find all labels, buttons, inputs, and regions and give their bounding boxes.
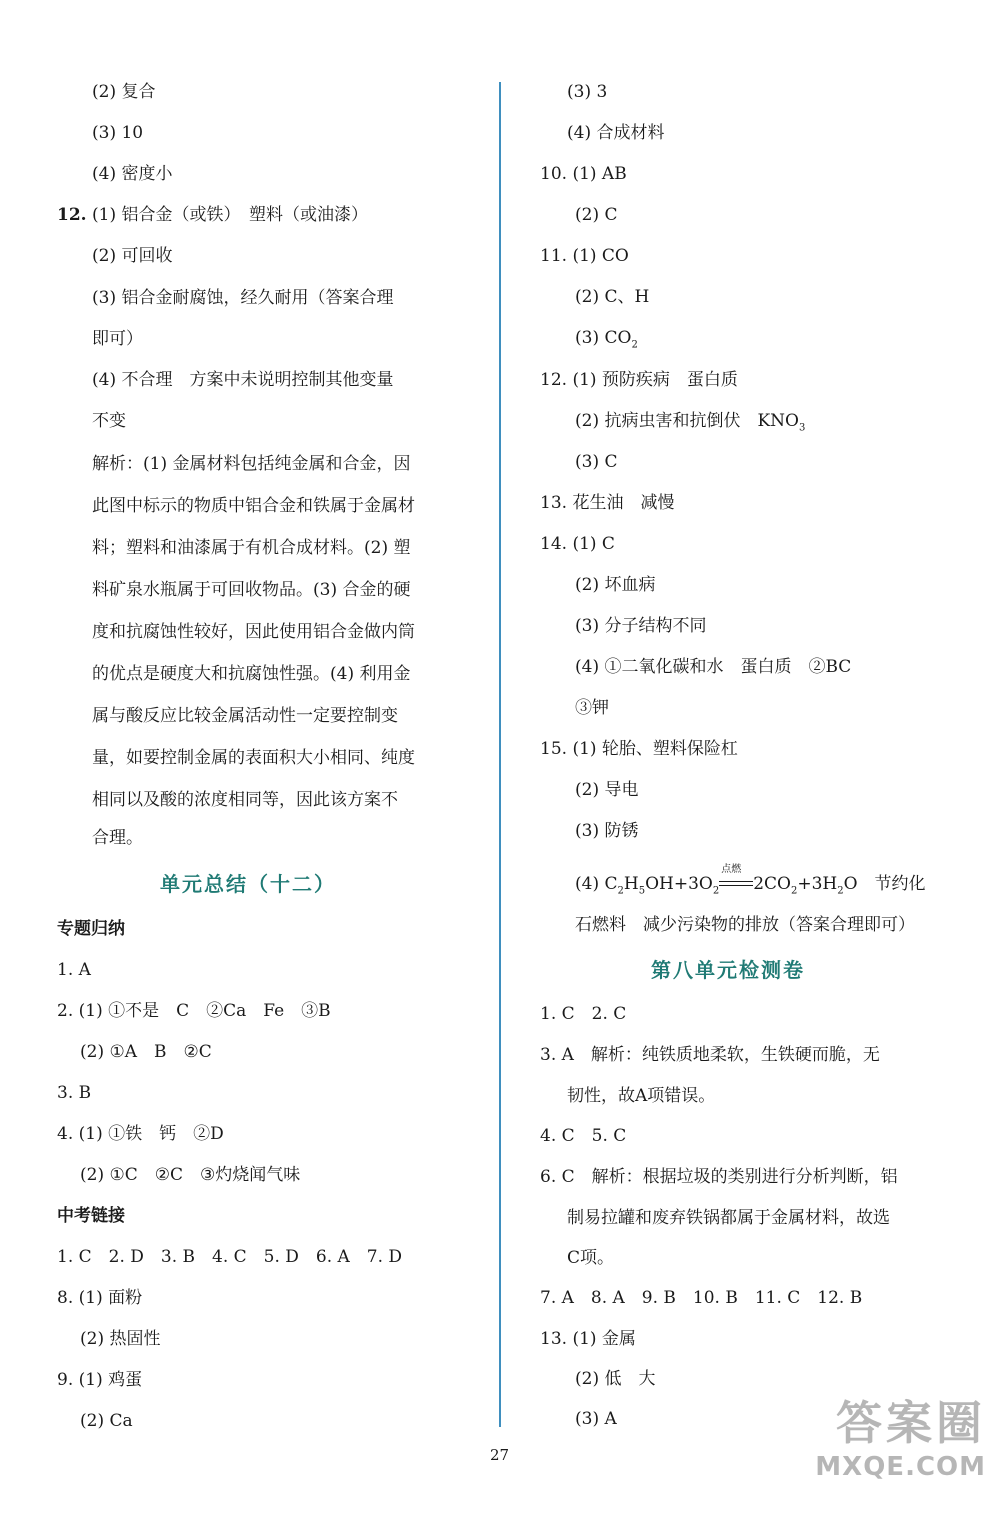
section-title: 单元总结（十二） — [160, 872, 336, 896]
explanation-line: 此图中标示的物质中铝合金和铁属于金属材 — [92, 496, 415, 516]
answer-line: (1) 铝合金（或铁） 塑料（或油漆） — [92, 205, 368, 225]
answer-line: 石燃料 减少污染物的排放（答案合理即可） — [575, 915, 915, 935]
answer-line: (2) 抗病虫害和抗倒伏 $KNO_3$ — [575, 411, 806, 434]
answer-line: 8. (1) 面粉 — [57, 1288, 143, 1308]
question-number: 12. — [57, 205, 87, 225]
answer-line: 不变 — [92, 411, 126, 431]
answer-line: 6. C 解析：根据垃圾的类别进行分析判断，铝 — [540, 1167, 898, 1187]
answer-line: 7. A 8. A 9. B 10. B 11. C 12. B — [540, 1288, 863, 1308]
answer-line: (2) 导电 — [575, 780, 639, 800]
explanation-line: 量，如要控制金属的表面积大小相同、纯度 — [92, 748, 415, 768]
answer-line: 2. (1) ①不是 C ②Ca Fe ③B — [57, 1001, 331, 1021]
answer-line: 13. (1) 金属 — [540, 1329, 636, 1349]
answer-line: 1. C 2. C — [540, 1004, 627, 1024]
answer-line: (2) 热固性 — [80, 1329, 161, 1349]
answer-line: 10. (1) AB — [540, 164, 627, 184]
explanation-line: 解析：(1) 金属材料包括纯金属和合金，因 — [92, 454, 411, 474]
explanation-line: 料；塑料和油漆属于有机合成材料。(2) 塑 — [92, 538, 411, 558]
subsection-heading: 中考链接 — [57, 1206, 125, 1226]
answer-line: (2) Ca — [80, 1411, 133, 1431]
answer-line: 4. C 5. C — [540, 1126, 627, 1146]
answer-line: 14. (1) C — [540, 534, 615, 554]
answer-line: (4) 密度小 — [92, 164, 173, 184]
answer-line: 制易拉罐和废弃铁锅都属于金属材料，故选 — [567, 1208, 890, 1228]
answer-line: 3. A 解析：纯铁质地柔软，生铁硬而脆，无 — [540, 1045, 880, 1065]
explanation-line: 合理。 — [92, 828, 143, 848]
answer-line: (2) 可回收 — [92, 246, 173, 266]
page-number: 27 — [490, 1446, 510, 1464]
answer-line: (2) ①A B ②C — [80, 1042, 212, 1062]
answer-line: 9. (1) 鸡蛋 — [57, 1370, 143, 1390]
column-divider — [499, 82, 501, 1427]
answer-line: 13. 花生油 减慢 — [540, 493, 675, 513]
answer-line: (3) 防锈 — [575, 821, 639, 841]
answer-line: (3) 3 — [567, 82, 608, 102]
answer-line: (2) C — [575, 205, 618, 225]
answer-line: 1. C 2. D 3. B 4. C 5. D 6. A 7. D — [57, 1247, 403, 1267]
answer-line: ③钾 — [575, 698, 609, 718]
answer-line: (3) A — [575, 1409, 617, 1429]
explanation-line: 相同以及酸的浓度相同等，因此该方案不 — [92, 790, 398, 810]
explanation-line: 料矿泉水瓶属于可回收物品。(3) 合金的硬 — [92, 580, 411, 600]
answer-line: (3) C — [575, 452, 618, 472]
section-title: 第八单元检测卷 — [651, 958, 805, 982]
answer-line: (2) 复合 — [92, 82, 156, 102]
answer-line: (2) 坏血病 — [575, 575, 656, 595]
answer-line: 11. (1) CO — [540, 246, 629, 266]
answer-line: (4) ①二氧化碳和水 蛋白质 ②BC — [575, 657, 852, 677]
reaction-arrow — [719, 864, 753, 896]
explanation-line: 的优点是硬度大和抗腐蚀性强。(4) 利用金 — [92, 664, 411, 684]
answer-line: (2) C、H — [575, 287, 650, 307]
answer-line: (3) 分子结构不同 — [575, 616, 707, 636]
equation-line: (4) $C_2H_5OH+3O_2$ 点燃 $2CO_2+3H_2O$ 节约化 — [575, 872, 926, 903]
answer-line: C项。 — [567, 1248, 615, 1268]
explanation-line: 度和抗腐蚀性较好，因此使用铝合金做内筒 — [92, 622, 415, 642]
answer-line: (3) $CO_2$ — [575, 328, 638, 351]
answer-line: (4) 合成材料 — [567, 123, 665, 143]
watermark-url: MXQE.COM — [815, 1452, 986, 1482]
answer-line: (3) 10 — [92, 123, 144, 143]
answer-line: 韧性，故A项错误。 — [567, 1086, 716, 1106]
answer-line: 3. B — [57, 1083, 92, 1103]
answer-line: (4) 不合理 方案中未说明控制其他变量 — [92, 370, 394, 390]
answer-line: 1. A — [57, 960, 91, 980]
answer-line: (2) 低 大 — [575, 1369, 656, 1389]
answer-line: 4. (1) ①铁 钙 ②D — [57, 1124, 224, 1144]
watermark-text: 答案圈 — [836, 1396, 986, 1450]
answer-line: (3) 铝合金耐腐蚀，经久耐用（答案合理 — [92, 288, 394, 308]
explanation-line: 属与酸反应比较金属活动性一定要控制变 — [92, 706, 398, 726]
answer-line: 15. (1) 轮胎、塑料保险杠 — [540, 739, 738, 759]
answer-line: 12. (1) 预防疾病 蛋白质 — [540, 370, 738, 390]
answer-line: (2) ①C ②C ③灼烧闻气味 — [80, 1165, 301, 1185]
answer-line: 即可） — [92, 329, 143, 349]
reaction-condition: 点燃 — [721, 864, 742, 875]
watermark-logo — [804, 1395, 986, 1503]
subsection-heading: 专题归纳 — [57, 919, 125, 939]
